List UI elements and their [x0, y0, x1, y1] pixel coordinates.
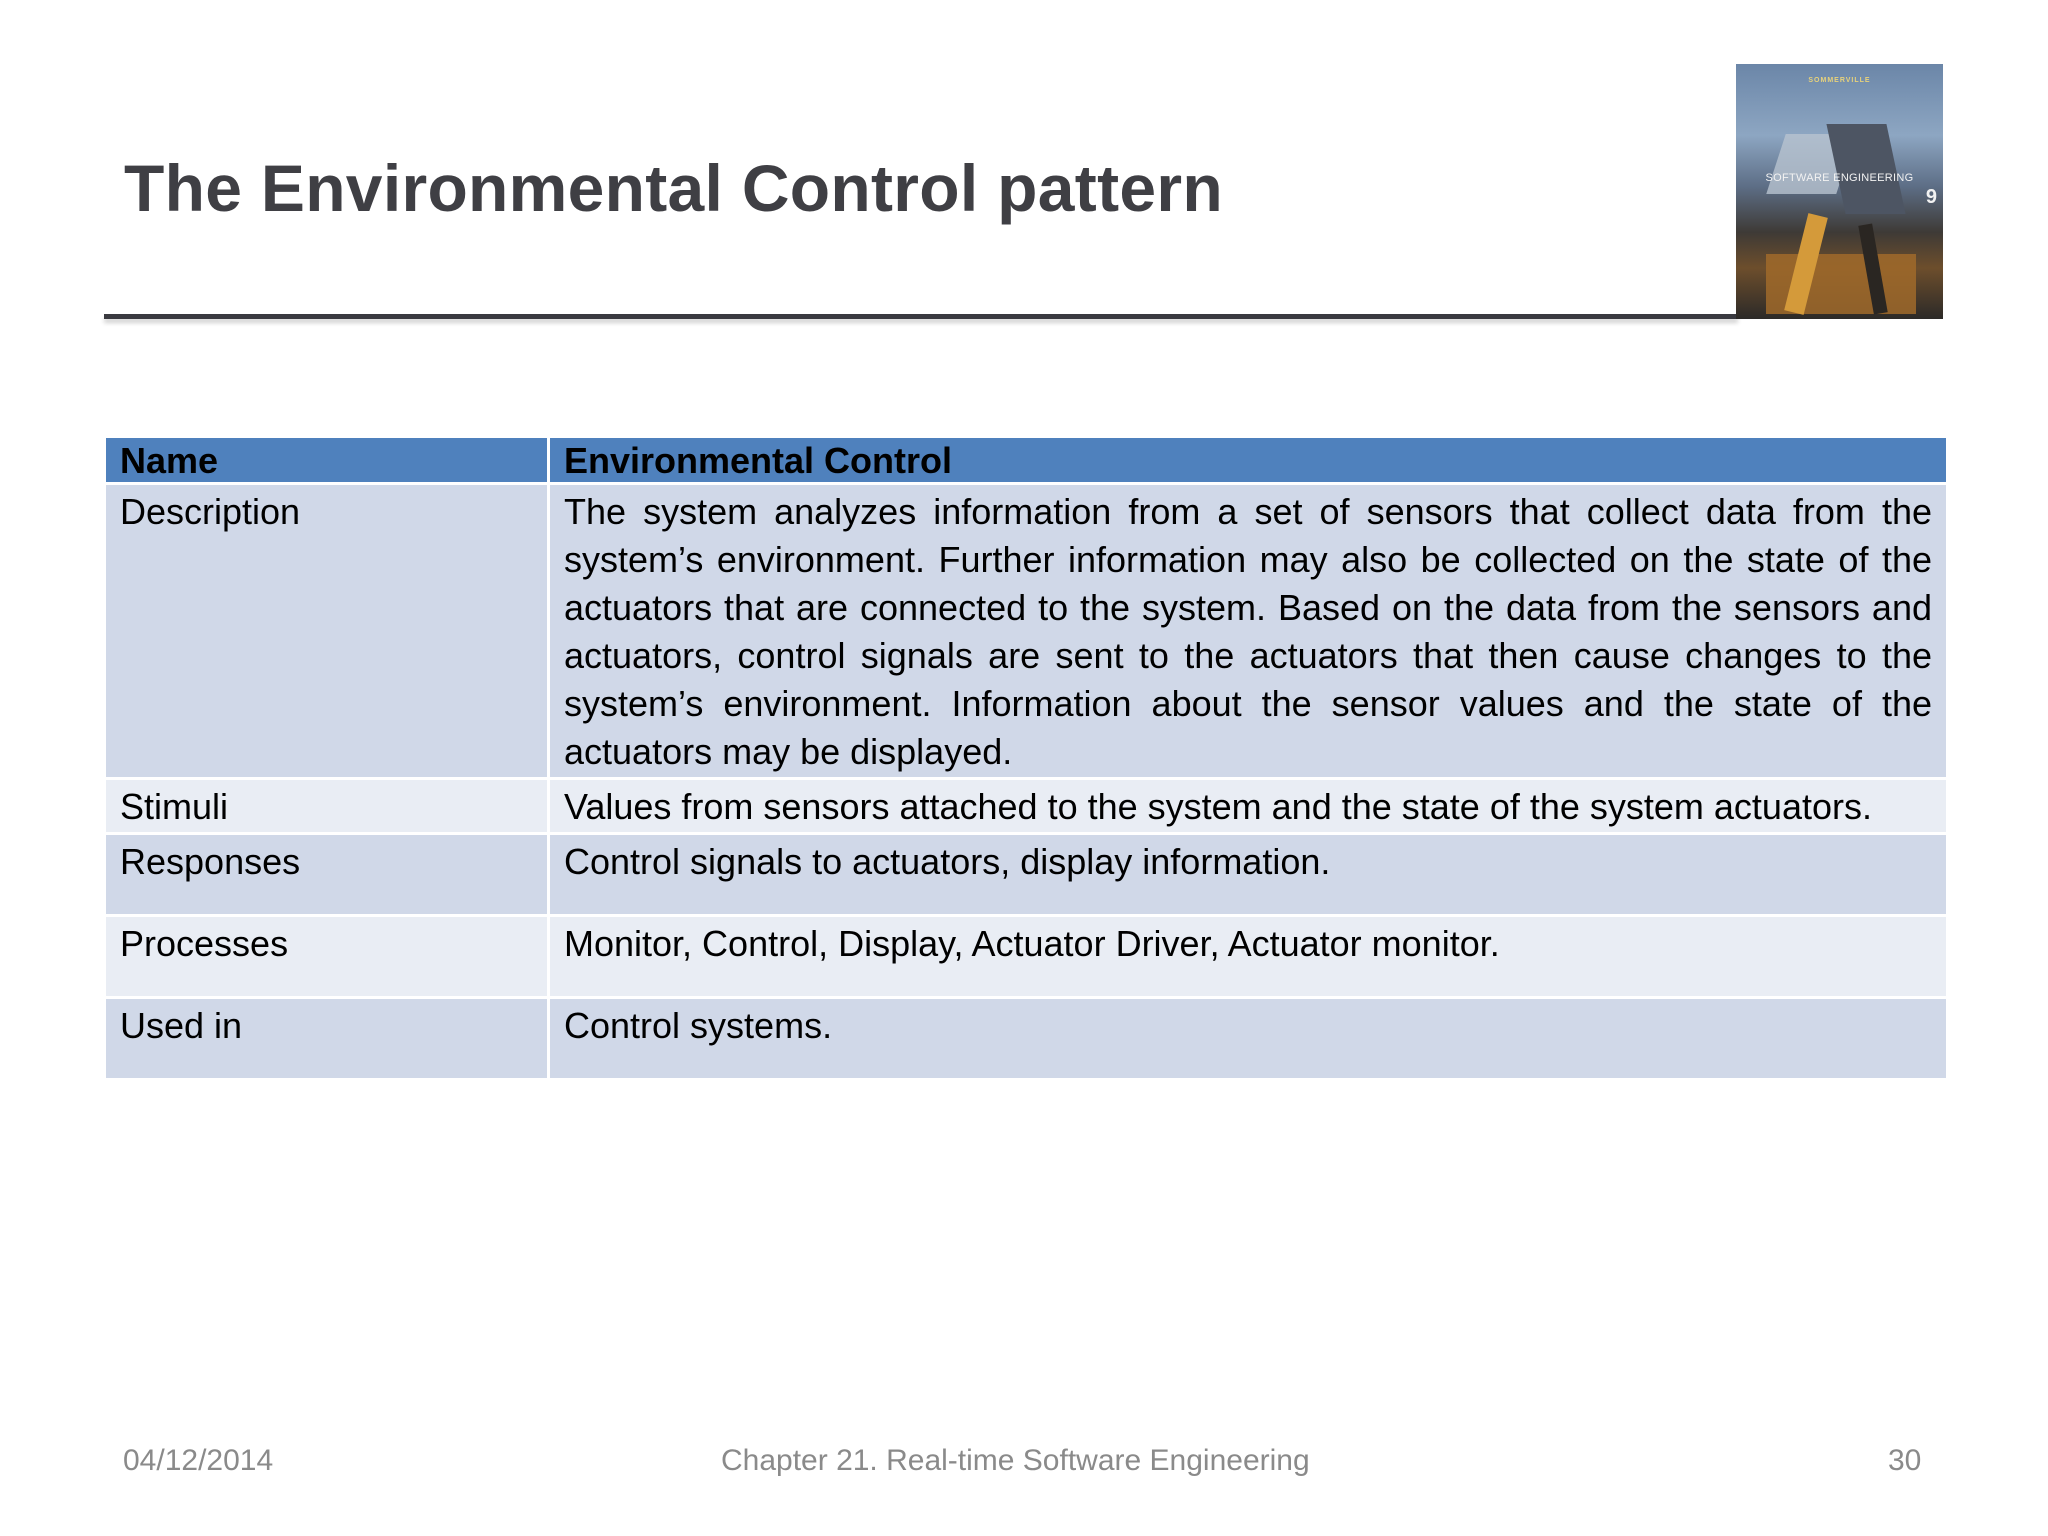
slide-title: The Environmental Control pattern [124, 151, 1223, 225]
table-row [105, 834, 1948, 916]
footer-chapter: Chapter 21. Real-time Software Engineering [721, 1444, 1310, 1477]
row-value: Control signals to actuators, display information. [549, 834, 1948, 916]
row-label: Stimuli [105, 779, 549, 834]
pattern-table [103, 435, 1949, 1081]
row-value: Control systems. [549, 998, 1948, 1080]
footer-page-number: 30 [1888, 1444, 1922, 1477]
row-value: Values from sensors attached to the system and the state of the system actuators. [549, 779, 1948, 834]
table-row [105, 916, 1948, 998]
book-cover-image [1736, 64, 1943, 319]
header-value-cell: Environmental Control [549, 437, 1948, 484]
row-value: Monitor, Control, Display, Actuator Driver, Actuator monitor. [549, 916, 1948, 998]
cover-title: SOFTWARE ENGINEERING [1765, 172, 1914, 184]
table-row [105, 484, 1948, 779]
table-header-row [105, 437, 1948, 484]
cover-author: SOMMERVILLE [1808, 77, 1871, 84]
cover-art-shape [1826, 124, 1905, 214]
table-row [105, 779, 1948, 834]
row-value: The system analyzes information from a set of sensors that collect data from the system’s environment. Further information may also be collected on the state of the actuators that are connected to the system. Based on the data from the sensors and actuators, control signals are sent to the actuators that then cause changes to the system’s environment. Information about the sensor values and the state of the actuators may be displayed. [549, 484, 1948, 779]
table-row [105, 998, 1948, 1080]
row-label: Responses [105, 834, 549, 916]
title-divider [104, 314, 1738, 319]
row-label: Processes [105, 916, 549, 998]
header-label-cell: Name [105, 437, 549, 484]
cover-edition: 9 [1925, 186, 1937, 208]
footer-date: 04/12/2014 [123, 1444, 274, 1477]
row-label: Used in [105, 998, 549, 1080]
row-label: Description [105, 484, 549, 779]
